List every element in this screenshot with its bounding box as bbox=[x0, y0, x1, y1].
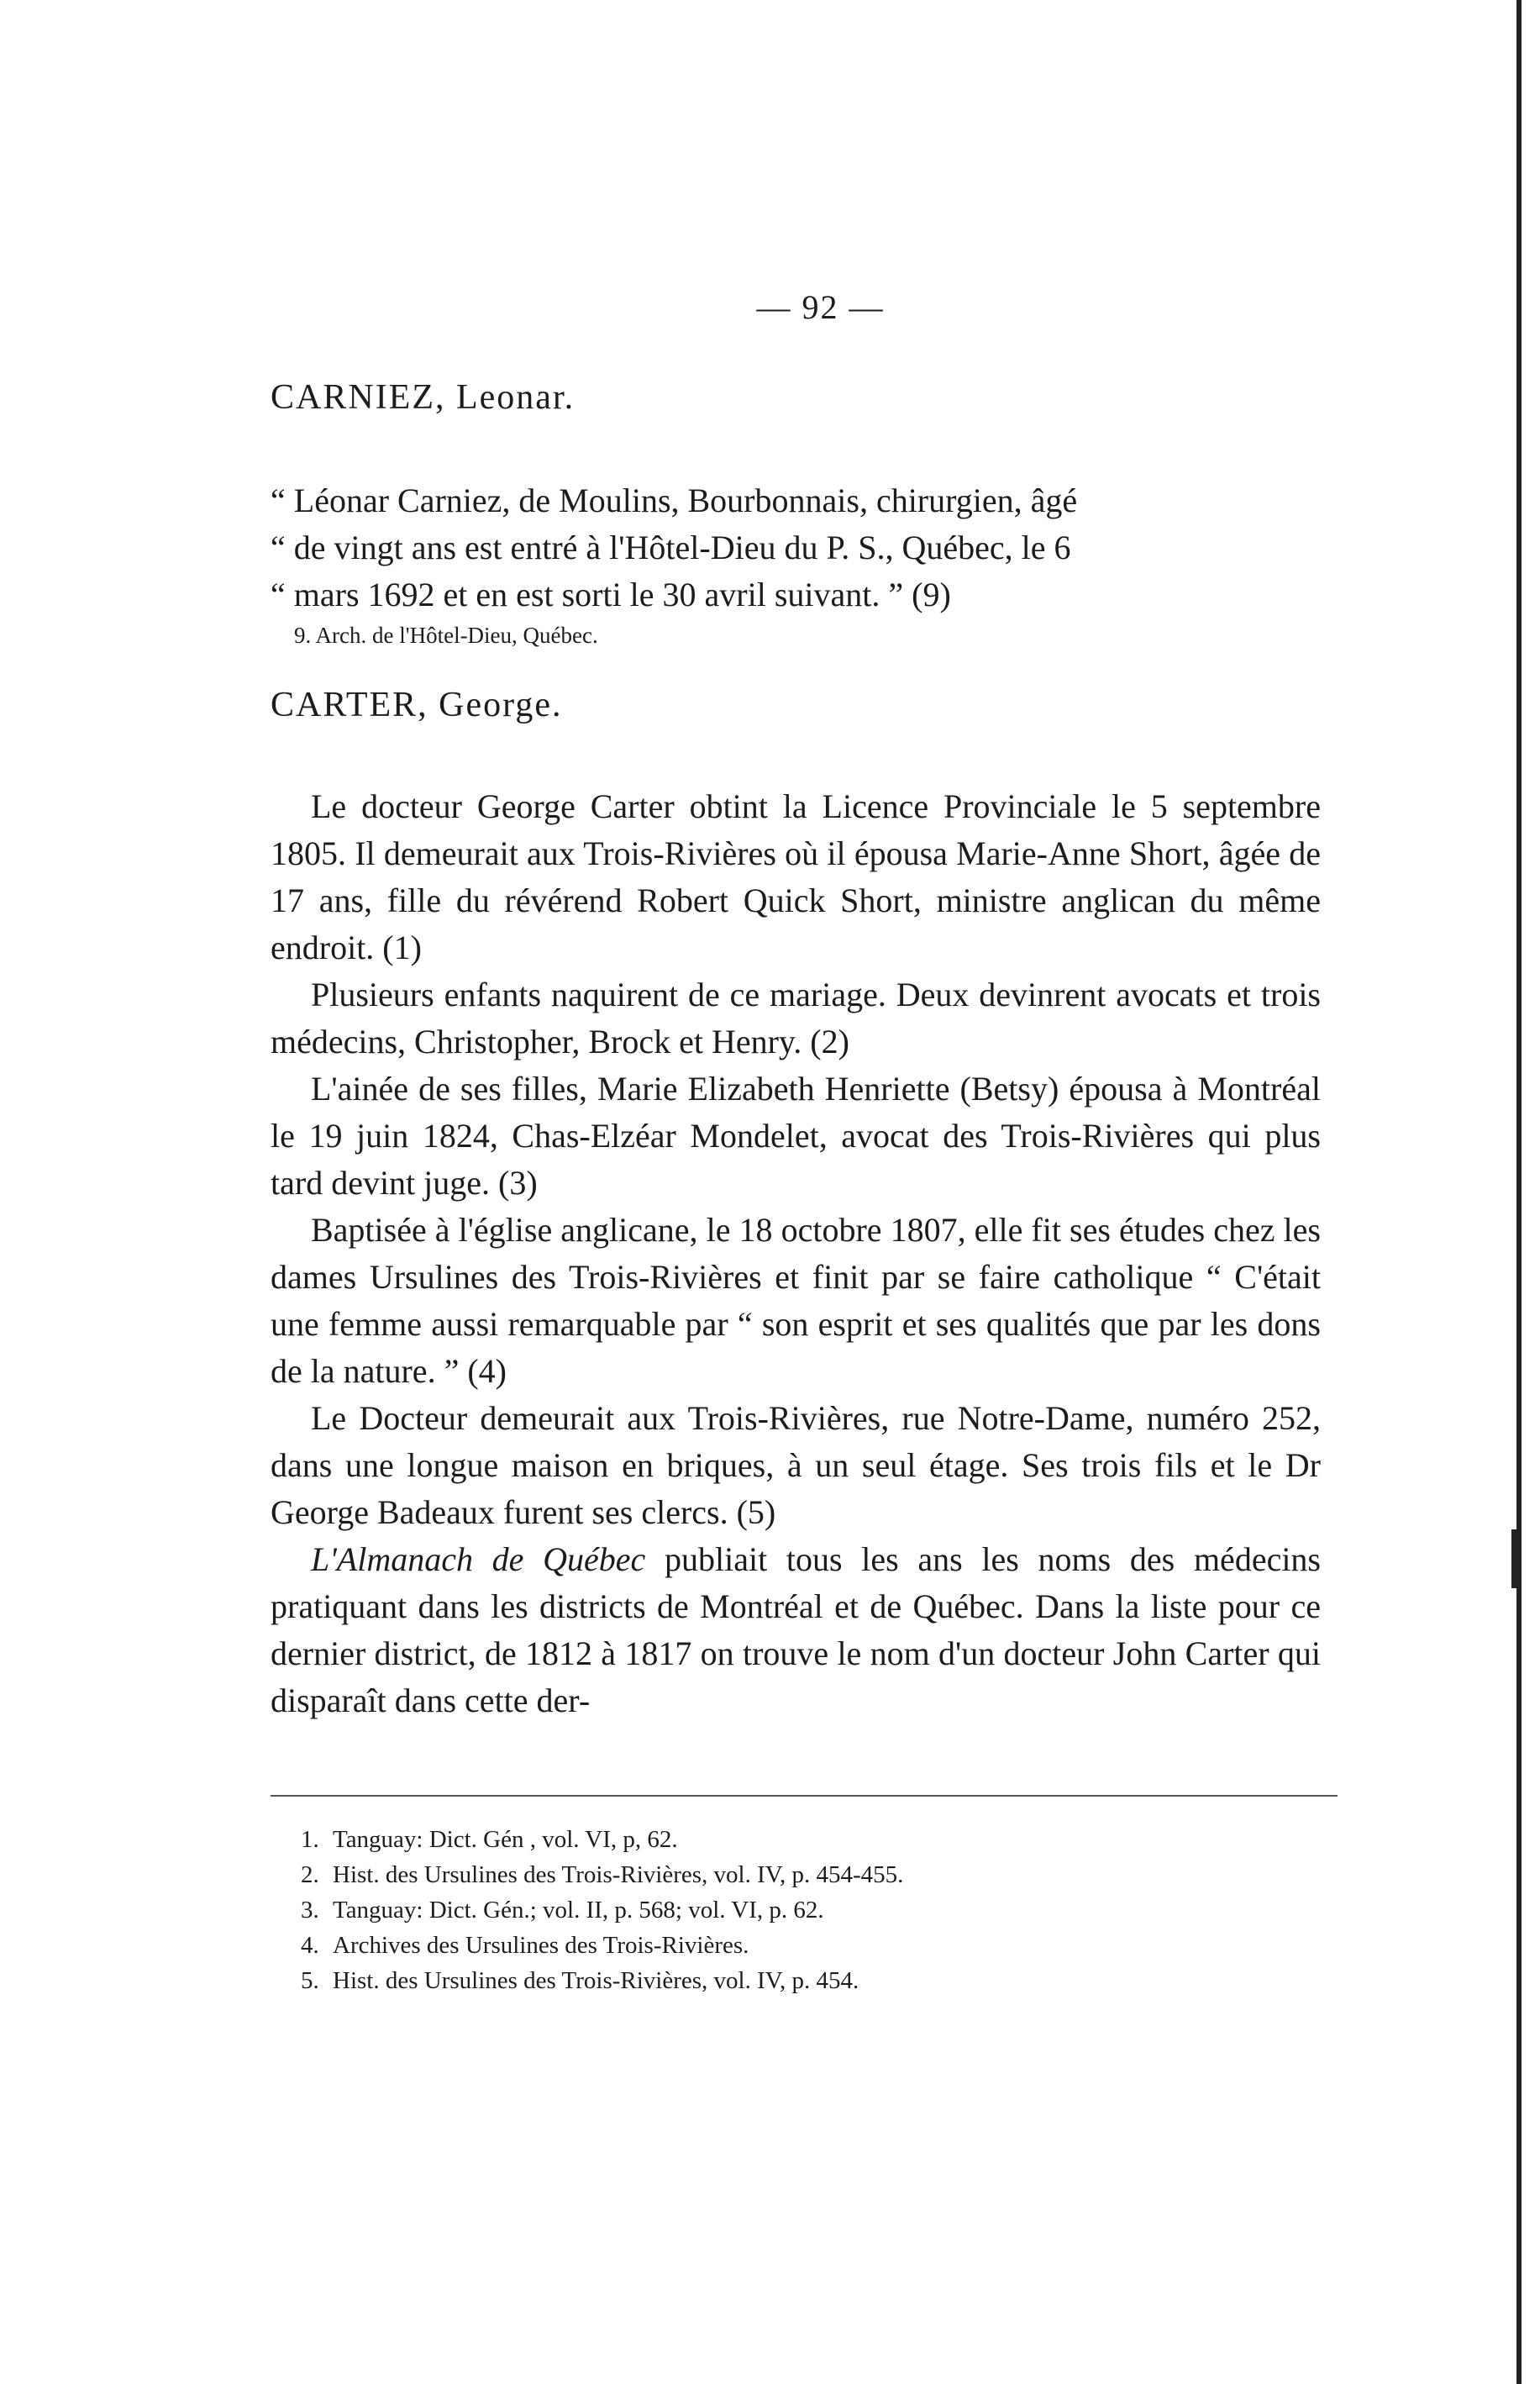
footnotes bbox=[271, 1822, 1321, 1998]
footnote bbox=[301, 1963, 1321, 1998]
page-content bbox=[271, 368, 1321, 1998]
footnote-number: 4. bbox=[301, 1932, 319, 1959]
paragraph-text: publiait tous les ans les noms des médecins pratiquant dans les districts de Montréal et de Québec. Dans la liste pour ce dernier district, de 1812 à 1817 on trouve le nom d'un docteur John Carter qui disparaît dans cette der- bbox=[271, 1540, 1322, 1719]
entry-heading-carniez: CARNIEZ, Leonar. bbox=[271, 378, 576, 417]
page-edge-scan-artifact bbox=[1516, 0, 1522, 2384]
quote-line: “ mars 1692 et en est sorti le 30 avril suivant. ” (9) bbox=[271, 576, 951, 613]
paragraph: Le Docteur demeurait aux Trois-Rivières, rue Notre-Dame, numéro 252, dans une longue maison en briques, à un seul étage. Ses trois fils et le Dr George Badeaux furent ses clercs. (5) bbox=[271, 1399, 1321, 1531]
footnote bbox=[301, 1928, 1321, 1963]
footnote-divider bbox=[271, 1795, 1338, 1797]
paragraph: L'ainée de ses filles, Marie Elizabeth Henriette (Betsy) épousa à Montréal le 19 juin 1824, Chas-Elzéar Mondelet, avocat des Trois-Rivières qui plus tard devint juge. (3) bbox=[271, 1070, 1321, 1202]
paragraph: Plusieurs enfants naquirent de ce mariage. Deux devinrent avocats et trois médecins, Christopher, Brock et Henry. (2) bbox=[271, 976, 1321, 1060]
quote-line: “ de vingt ans est entré à l'Hôtel-Dieu du P. S., Québec, le 6 bbox=[271, 529, 1071, 566]
paragraph: Le docteur George Carter obtint la Licence Provinciale le 5 septembre 1805. Il demeurait aux Trois-Rivières où il épousa Marie-Anne Short, âgée de 17 ans, fille du révérend Robert Quick Short, ministre anglican du même endroit. (1) bbox=[271, 787, 1321, 966]
footnote bbox=[301, 1857, 1321, 1892]
footnote-text: Archives des Ursulines des Trois-Rivières. bbox=[333, 1932, 749, 1959]
body-text bbox=[271, 783, 1321, 1724]
footnote-text: Tanguay: Dict. Gén , vol. VI, p, 62. bbox=[333, 1826, 678, 1853]
footnote-number: 5. bbox=[301, 1967, 319, 1994]
paragraph: Baptisée à l'église anglicane, le 18 octobre 1807, elle fit ses études chez les dames Ursulines des Trois-Rivières et finit par se faire catholique “ C'était une femme aussi remarquable par “ son esprit et ses qualités que par les dons de la nature. ” (4) bbox=[271, 1211, 1321, 1390]
footnote-text: Hist. des Ursulines des Trois-Rivières, vol. IV, p. 454. bbox=[333, 1967, 859, 1994]
footnote-number: 1. bbox=[301, 1826, 319, 1853]
footnote-text: Hist. des Ursulines des Trois-Rivières, vol. IV, p. 454-455. bbox=[333, 1861, 904, 1888]
quote-line: “ Léonar Carniez, de Moulins, Bourbonnais, chirurgien, âgé bbox=[271, 482, 1078, 519]
page-number: — 92 — bbox=[756, 288, 885, 326]
footnote-number: 2. bbox=[301, 1861, 319, 1888]
footnote bbox=[301, 1822, 1321, 1857]
footnote-number: 3. bbox=[301, 1897, 319, 1924]
quote-block bbox=[271, 477, 1321, 618]
footnote-text: Tanguay: Dict. Gén.; vol. II, p. 568; vol. VI, p. 62. bbox=[333, 1897, 824, 1924]
entry-heading-carter: CARTER, George. bbox=[271, 686, 563, 724]
footnote bbox=[301, 1892, 1321, 1928]
page-edge-mark bbox=[1511, 1529, 1522, 1588]
almanach-title: L'Almanach de Québec bbox=[311, 1540, 646, 1578]
paragraph bbox=[271, 1536, 1321, 1724]
inline-footnote: 9. Arch. de l'Hôtel-Dieu, Québec. bbox=[294, 623, 598, 648]
